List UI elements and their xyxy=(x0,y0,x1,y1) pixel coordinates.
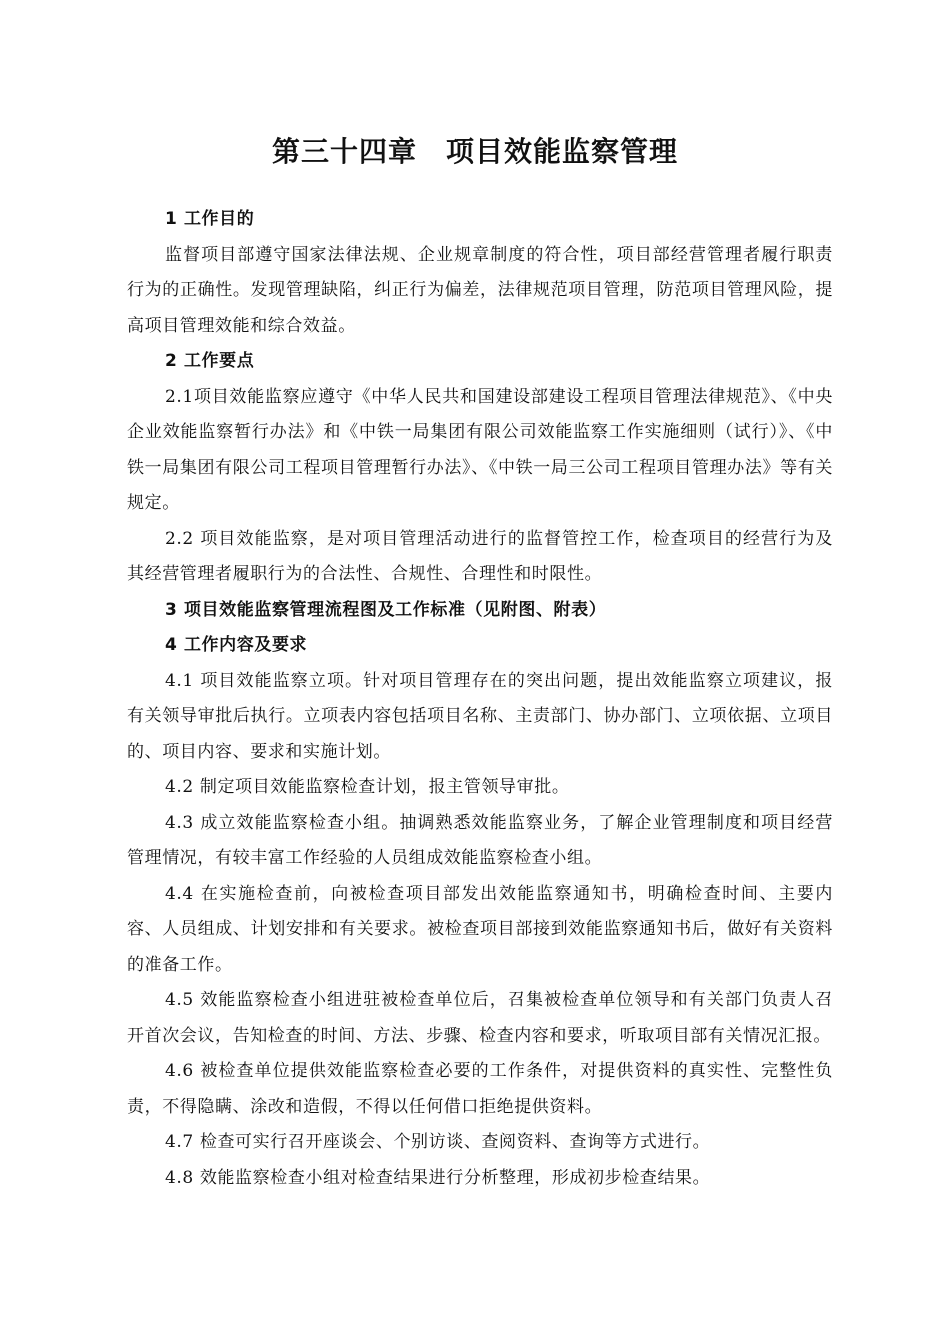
paragraph-2-2: 2.2 项目效能监察，是对项目管理活动进行的监督管控工作，检查项目的经营行为及其经营管理者履职行为的合法性、合规性、合理性和时限性。 xyxy=(127,528,833,584)
section-heading-2: 2 工作要点 xyxy=(165,351,255,371)
paragraph-4-1: 4.1 项目效能监察立项。针对项目管理存在的突出问题，提出效能监察立项建议，报有关领导审批后执行。立项表内容包括项目名称、主责部门、协办部门、立项依据、立项目的、项目内容、要求和实施计划。 xyxy=(127,670,833,762)
chapter-title: 第三十四章 项目效能监察管理 xyxy=(271,135,678,168)
paragraph-4-3: 4.3 成立效能监察检查小组。抽调熟悉效能监察业务，了解企业管理制度和项目经营管理情况，有较丰富工作经验的人员组成效能监察检查小组。 xyxy=(127,812,833,868)
paragraph-2-1: 2.1项目效能监察应遵守《中华人民共和国建设部建设工程项目管理法律规范》、《中央企业效能监察暂行办法》和《中铁一局集团有限公司效能监察工作实施细则（试行）》、《中铁一局集团有限公司工程项目管理暂行办法》、《中铁一局三公司工程项目管理办法》等有关规定。 xyxy=(127,386,833,513)
section-heading-4: 4 工作内容及要求 xyxy=(165,635,308,655)
paragraph-4-5: 4.5 效能监察检查小组进驻被检查单位后，召集被检查单位领导和有关部门负责人召开首次会议，告知检查的时间、方法、步骤、检查内容和要求，听取项目部有关情况汇报。 xyxy=(127,990,833,1046)
paragraph-4-4: 4.4 在实施检查前，向被检查项目部发出效能监察通知书，明确检查时间、主要内容、人员组成、计划安排和有关要求。被检查项目部接到效能监察通知书后，做好有关资料的准备工作。 xyxy=(127,883,833,975)
paragraph-4-8: 4.8 效能监察检查小组对检查结果进行分析整理，形成初步检查结果。 xyxy=(165,1167,711,1188)
paragraph-4-2: 4.2 制定项目效能监察检查计划，报主管领导审批。 xyxy=(165,777,570,797)
document-body xyxy=(127,202,833,1196)
section-heading-1: 1 工作目的 xyxy=(165,209,255,229)
section-heading-3: 3 项目效能监察管理流程图及工作标准（见附图、附表） xyxy=(165,599,607,620)
paragraph-4-7: 4.7 检查可实行召开座谈会、个别访谈、查阅资料、查询等方式进行。 xyxy=(165,1132,711,1152)
paragraph-1-1: 监督项目部遵守国家法律法规、企业规章制度的符合性，项目部经营管理者履行职责行为的正确性。发现管理缺陷，纠正行为偏差，法律规范项目管理，防范项目管理风险，提高项目管理效能和综合效益。 xyxy=(127,244,833,336)
paragraph-4-6: 4.6 被检查单位提供效能监察检查必要的工作条件，对提供资料的真实性、完整性负责，不得隐瞒、涂改和造假，不得以任何借口拒绝提供资料。 xyxy=(127,1061,833,1117)
